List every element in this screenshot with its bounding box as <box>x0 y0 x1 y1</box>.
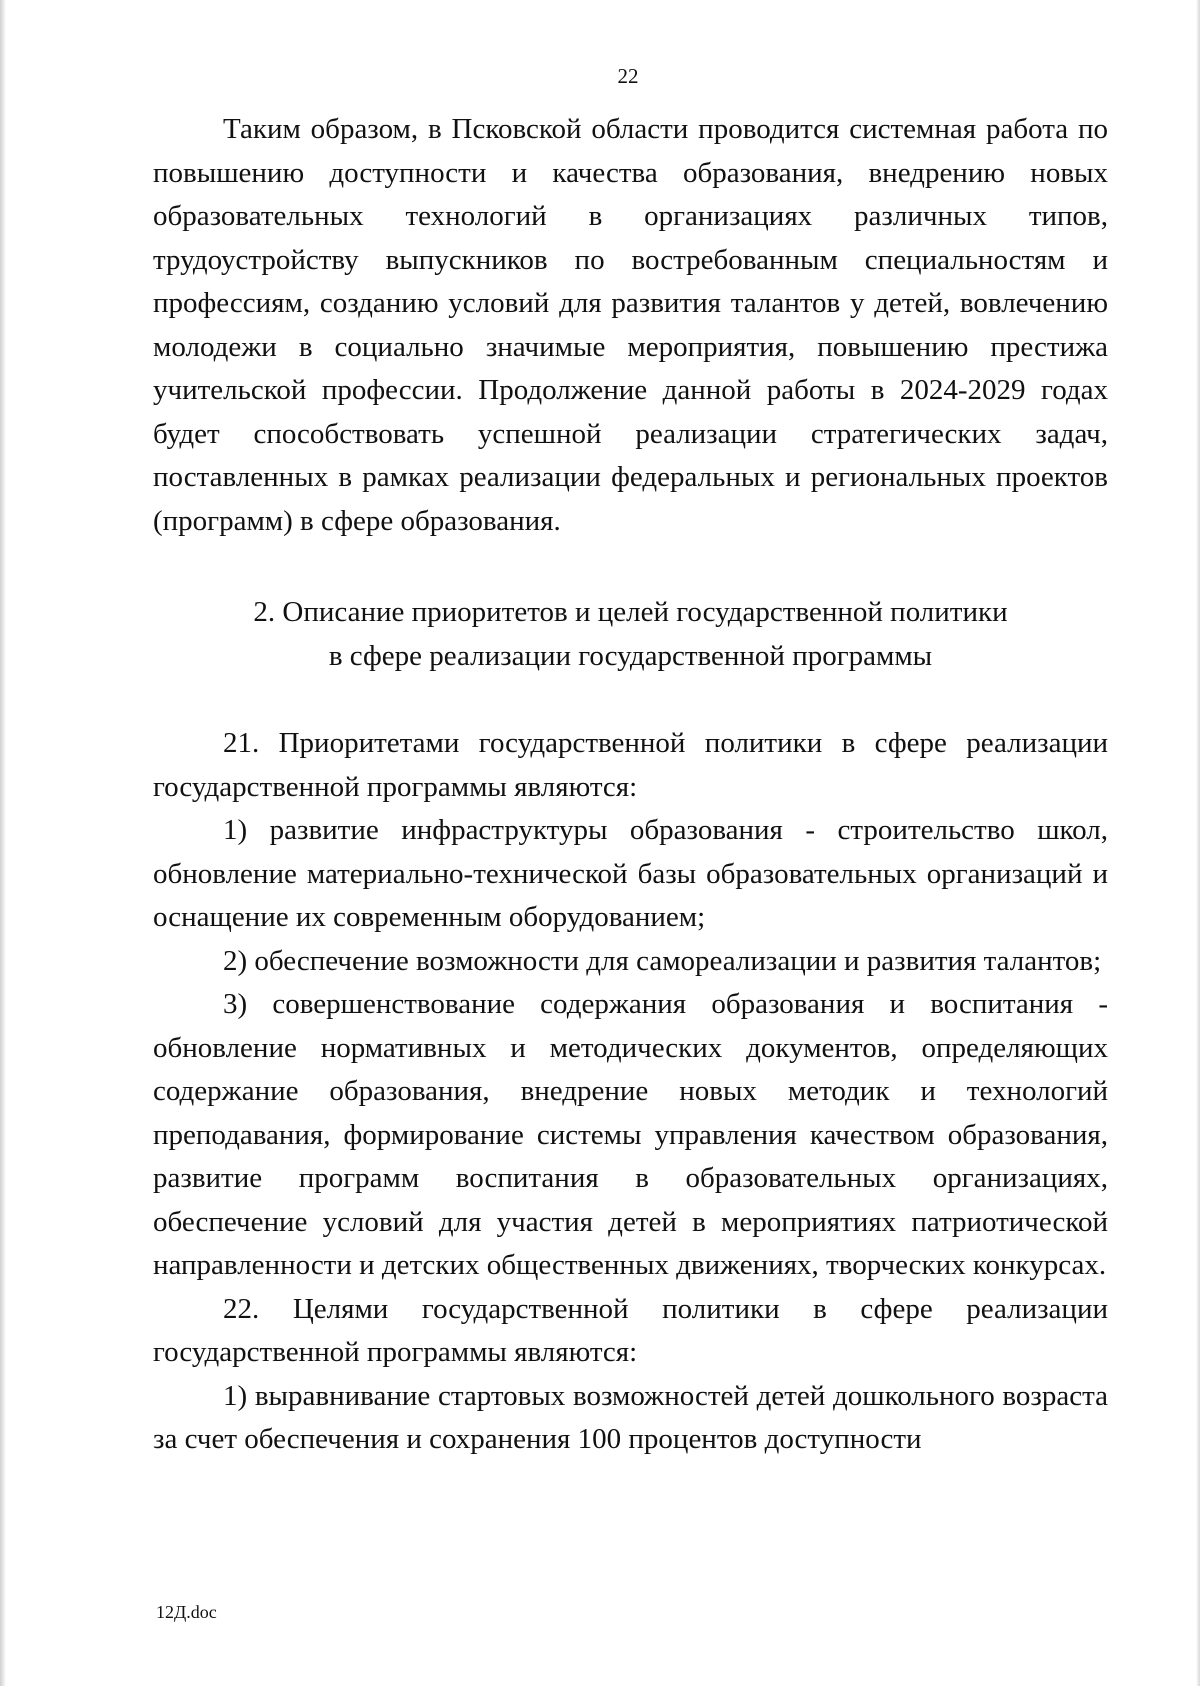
list-item-talents: 2) обеспечение возможности для самореализации и развития талантов; <box>223 944 1102 977</box>
scan-edge-left <box>0 0 6 1686</box>
paragraph-goals: 22. Целями государственной политики в сфере реализации государственной программы являются: <box>153 1292 1108 1368</box>
list-item-preschool: 1) выравнивание стартовых возможностей детей дошкольного возраста за счет обеспечения и сохранения 100 процентов доступности <box>153 1379 1108 1455</box>
section-heading-line2: в сфере реализации государственной программы <box>328 640 933 672</box>
list-item-content: 3) совершенствование содержания образования и воспитания - обновление нормативных и методических документов, определяющих содержание образования, внедрение новых методик и технологий преподавания, формирование системы управления качеством образования, развитие программ воспитания в образовательных организациях, обеспечение условий для участия детей в мероприятиях патриотической направленности и детских общественных движениях, творческих конкурсах. <box>153 988 1108 1281</box>
scan-edge-right <box>1196 0 1200 1686</box>
intro-block <box>153 108 1108 543</box>
intro-paragraph: Таким образом, в Псковской области проводится системная работа по повышению доступности и качества образования, внедрению новых образовательных технологий в организациях различных типов, трудоустройству выпускников по востребованным специальностям и профессиям, созданию условий для развития талантов у детей, вовлечению молодежи в социально значимые мероприятия, повышению престижа учительской профессии. Продолжение данной работы в 2024-2029 годах будет способствовать успешной реализации стратегических задач, поставленных в рамках реализации федеральных и региональных проектов (программ) в сфере образования. <box>153 113 1108 537</box>
footer-filename: 12Д.doc <box>156 1602 217 1622</box>
page-number: 22 <box>617 64 639 88</box>
section-heading-line1: 2. Описание приоритетов и целей государственной политики <box>253 596 1008 628</box>
list-item-infrastructure: 1) развитие инфраструктуры образования - строительство школ, обновление материально-технической базы образовательных организаций и оснащение их современным оборудованием; <box>153 814 1108 933</box>
paragraph-priorities: 21. Приоритетами государственной политики в сфере реализации государственной программы являются: <box>153 727 1108 803</box>
section-body <box>153 722 1108 1462</box>
section-heading <box>153 590 1108 678</box>
